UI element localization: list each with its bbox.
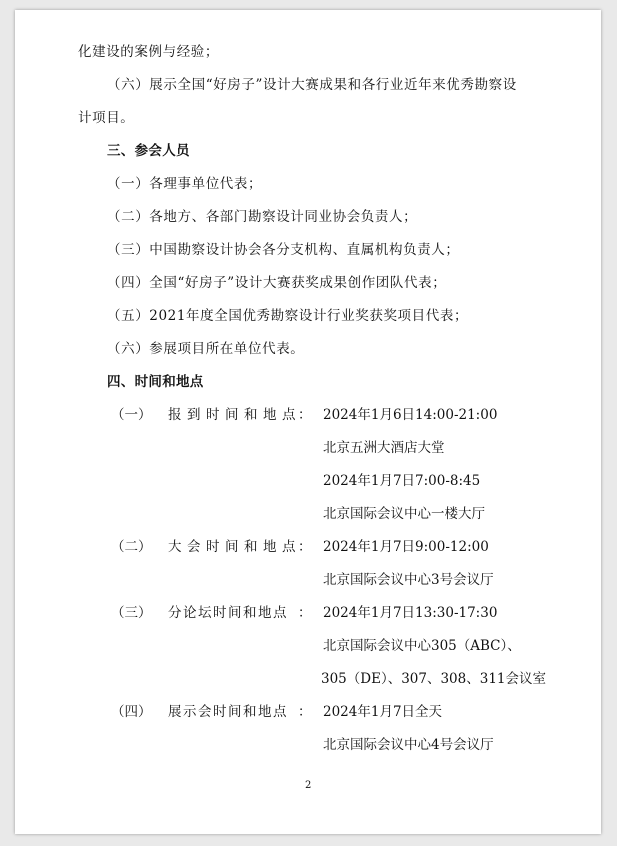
schedule-value: 2024年1月7日9:00-12:00 [323,539,489,555]
schedule-value: 北京五洲大酒店大堂 [323,440,445,456]
schedule-label: 展示会时间和地点 [168,704,288,720]
schedule-value: 305（DE）、307、308、311会议室 [321,671,546,687]
section-heading: 三、参会人员 [107,143,190,159]
schedule-label: 报到时间和地点 [168,407,301,423]
schedule-value: 2024年1月7日7:00-8:45 [323,473,481,489]
paragraph-line: 化建设的案例与经验； [78,44,219,60]
schedule-value: 北京国际会议中心一楼大厅 [323,506,485,522]
schedule-colon: ： [298,704,312,720]
schedule-value: 2024年1月7日13:30-17:30 [323,605,498,621]
list-item: （五）2021年度全国优秀勘察设计行业奖获奖项目代表； [107,308,469,324]
schedule-label: 分论坛时间和地点 [168,605,288,621]
list-item: （六）参展项目所在单位代表。 [107,341,305,357]
schedule-index: （一） [111,407,152,423]
schedule-index: （四） [111,704,152,720]
section-heading: 四、时间和地点 [107,374,204,390]
list-item: （一）各理事单位代表； [107,176,263,192]
list-item: （四）全国“好房子”设计大赛获奖成果创作团队代表； [107,275,447,291]
schedule-value: 北京国际会议中心4号会议厅 [323,737,494,753]
list-item: （二）各地方、各部门勘察设计同业协会负责人； [107,209,418,225]
document-page [15,10,601,834]
schedule-colon: ： [298,605,312,621]
schedule-colon: ： [298,539,312,555]
schedule-value: 北京国际会议中心305（ABC）、 [323,638,521,654]
paragraph-line: （六）展示全国“好房子”设计大赛成果和各行业近年来优秀勘察设 [107,77,517,93]
schedule-colon: ： [298,407,312,423]
schedule-index: （三） [111,605,152,621]
paragraph-line: 计项目。 [78,110,135,126]
page-number: 2 [305,780,312,791]
schedule-value: 2024年1月6日14:00-21:00 [323,407,498,423]
list-item: （三）中国勘察设计协会各分支机构、直属机构负责人； [107,242,460,258]
schedule-label: 大会时间和地点 [168,539,301,555]
schedule-value: 2024年1月7日全天 [323,704,443,720]
schedule-value: 北京国际会议中心3号会议厅 [323,572,494,588]
schedule-index: （二） [111,539,152,555]
